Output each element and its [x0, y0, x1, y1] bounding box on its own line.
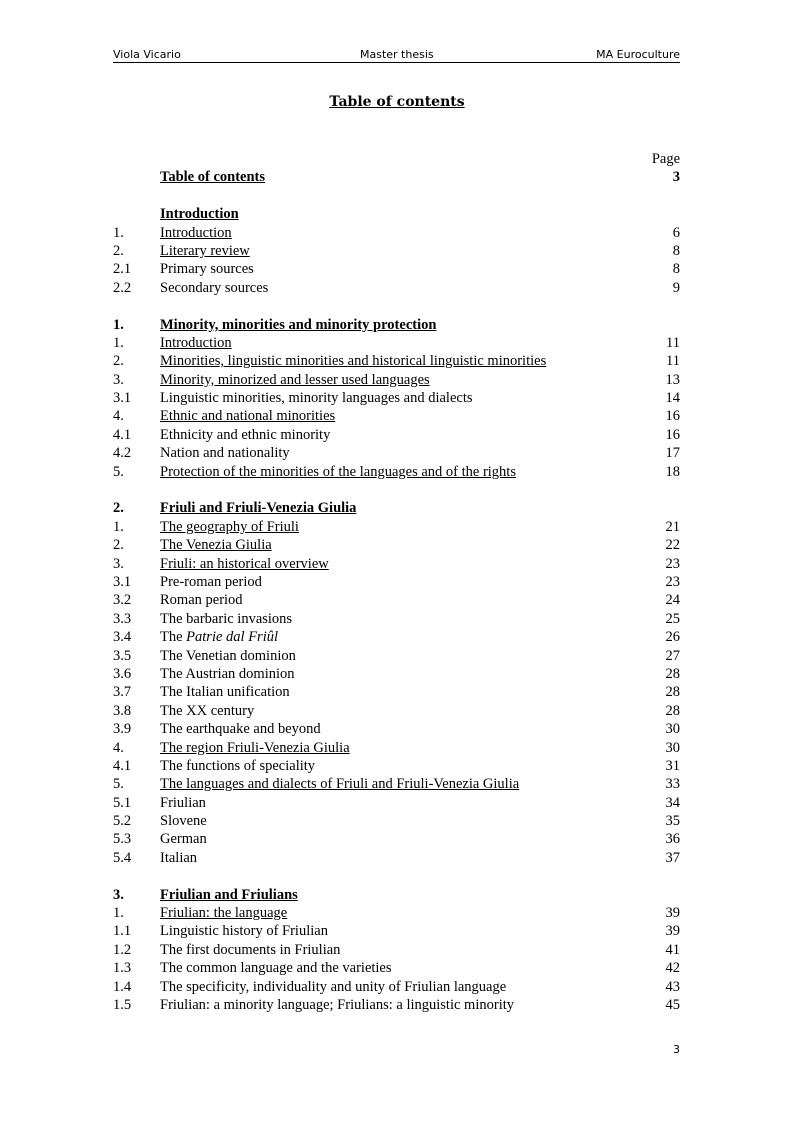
toc-entry[interactable]: [113, 794, 680, 812]
toc-entry-label: The Venetian dominion: [160, 647, 296, 664]
toc-entry[interactable]: [113, 573, 680, 591]
toc-self-page: 3: [672, 169, 680, 186]
toc-entry-number: 4.: [113, 408, 124, 425]
toc-entry-number: 5.4: [113, 849, 132, 866]
toc-entry-number: 5.: [113, 776, 124, 793]
toc-entry-number: 3.3: [113, 610, 132, 627]
toc-entry[interactable]: [113, 628, 680, 646]
toc-entry[interactable]: [113, 830, 680, 848]
toc-entry-page: 11: [666, 353, 680, 370]
toc-entry-page: 11: [666, 334, 680, 351]
toc-entry[interactable]: [113, 224, 680, 242]
toc-entry[interactable]: [113, 922, 680, 940]
toc-entry-label: Protection of the minorities of the languages and of the rights: [160, 463, 516, 480]
toc-entry-page: 13: [665, 371, 680, 388]
toc-entry-number: 1.: [113, 224, 124, 241]
toc-entry-number: 3.9: [113, 721, 132, 738]
toc-entry-page: 27: [665, 647, 680, 664]
toc-entry-label: Nation and nationality: [160, 445, 290, 462]
toc-entry-number: 3.5: [113, 647, 132, 664]
toc-entry[interactable]: [113, 683, 680, 701]
toc-entry-number: 1.1: [113, 923, 132, 940]
page-column-label: Page: [651, 151, 680, 167]
toc-entry-page: 45: [665, 996, 680, 1013]
toc-entry[interactable]: [113, 959, 680, 977]
toc-entry-number: 5.: [113, 463, 124, 480]
toc-entry-page: 23: [665, 573, 680, 590]
toc-entry[interactable]: [113, 352, 680, 370]
toc-entry-number: 3.8: [113, 702, 132, 719]
toc-entry-number: 1.2: [113, 941, 132, 958]
toc-entry-page: 28: [665, 684, 680, 701]
toc-entry-page: 8: [672, 261, 680, 278]
toc-entry[interactable]: [113, 518, 680, 536]
toc-entry-page: 17: [665, 445, 680, 462]
section-heading-number: 1.: [113, 316, 124, 333]
toc-entry[interactable]: [113, 536, 680, 554]
toc-entry[interactable]: [113, 591, 680, 609]
toc-entry-label: Ethnicity and ethnic minority: [160, 426, 331, 443]
toc-entry-page: 14: [665, 390, 680, 407]
header-program: MA Euroculture: [596, 48, 680, 61]
toc-entry-number: 4.1: [113, 757, 132, 774]
toc-entry-page: 21: [665, 518, 680, 535]
toc-entry-number: 3.1: [113, 390, 132, 407]
toc-entry-number: 3.: [113, 371, 124, 388]
toc-entry[interactable]: [113, 260, 680, 278]
toc-self-label: Table of contents: [160, 169, 265, 186]
toc-entry[interactable]: [113, 444, 680, 462]
toc-entry-number: 3.1: [113, 573, 132, 590]
header-document: Master thesis: [360, 48, 434, 61]
toc-entry[interactable]: [113, 904, 680, 922]
section-heading-title: Friulian and Friulians: [160, 886, 298, 903]
toc-entry-label: Ethnic and national minorities: [160, 408, 336, 425]
toc-entry-label: The region Friuli-Venezia Giulia: [160, 739, 350, 756]
toc-entry[interactable]: [113, 941, 680, 959]
toc-entry-page: 24: [665, 592, 680, 609]
toc-entry-number: 2.: [113, 353, 124, 370]
toc-entry-number: 1.5: [113, 996, 132, 1013]
toc-entry-label: Introduction: [160, 334, 232, 351]
section-heading[interactable]: [113, 499, 680, 517]
toc-entry-page: 33: [665, 776, 680, 793]
section-heading-title: Introduction: [160, 206, 239, 223]
toc-entry[interactable]: [113, 426, 680, 444]
toc-entry[interactable]: [113, 849, 680, 867]
toc-entry-page: 30: [665, 721, 680, 738]
toc-entry-number: 1.: [113, 905, 124, 922]
toc-entry-label: The Venezia Giulia: [160, 537, 272, 554]
toc-sections: [113, 187, 680, 1015]
section-spacer: [113, 187, 680, 205]
toc-entry-number: 4.1: [113, 426, 132, 443]
toc-entry-label: The Patrie dal Friûl: [160, 629, 279, 646]
toc-entry-label: The barbaric invasions: [160, 610, 293, 627]
toc-entry-label: Minorities, linguistic minorities and historical linguistic minorities: [160, 353, 547, 370]
section-spacer: [113, 297, 680, 315]
toc-entry-label: Minority, minorized and lesser used languages: [160, 371, 430, 388]
toc-entry-label: Primary sources: [160, 261, 254, 278]
toc-entry[interactable]: [113, 996, 680, 1014]
toc-entry[interactable]: [113, 334, 680, 352]
toc-entry-label: The geography of Friuli: [160, 518, 299, 535]
toc-entry-number: 4.2: [113, 445, 132, 462]
section-heading[interactable]: [113, 886, 680, 904]
toc-entry-number: 3.4: [113, 629, 132, 646]
section-spacer: [113, 867, 680, 885]
toc-entry-page: 34: [665, 794, 680, 811]
toc-entry-page: 36: [665, 831, 680, 848]
toc-entry-page: 39: [665, 923, 680, 940]
toc-entry[interactable]: [113, 463, 680, 481]
toc-entry-number: 3.: [113, 555, 124, 572]
toc-entry[interactable]: [113, 757, 680, 775]
toc-entry-page: 25: [665, 610, 680, 627]
toc-entry-page: 42: [665, 960, 680, 977]
toc-entry-page: 22: [665, 537, 680, 554]
toc-entry-label: Friulian: [160, 794, 206, 811]
toc-entry[interactable]: [113, 978, 680, 996]
toc-entry-label-italic: Patrie dal Friûl: [186, 629, 279, 646]
toc-entry[interactable]: [113, 610, 680, 628]
section-heading-number: 3.: [113, 886, 124, 903]
toc-entry[interactable]: [113, 389, 680, 407]
toc-entry-number: 3.2: [113, 592, 132, 609]
toc-entry-label: The languages and dialects of Friuli and Friuli-Venezia Giulia: [160, 776, 520, 793]
toc-entry-label: The earthquake and beyond: [160, 721, 321, 738]
toc-entry-page: 30: [665, 739, 680, 756]
toc-entry-label: Friuli: an historical overview: [160, 555, 329, 572]
toc-entry-page: 31: [665, 757, 680, 774]
section-heading[interactable]: [113, 205, 680, 223]
toc-entry-page: 35: [665, 813, 680, 830]
toc-entry-page: 16: [665, 426, 680, 443]
footer-page-number: 3: [673, 1043, 680, 1056]
toc-entry-page: 39: [665, 905, 680, 922]
toc-entry[interactable]: [113, 242, 680, 260]
section-heading-title: Minority, minorities and minority protection: [160, 316, 437, 333]
toc-entry-number: 2.2: [113, 279, 132, 296]
toc-entry-label: Pre-roman period: [160, 573, 262, 590]
toc-entry[interactable]: [113, 555, 680, 573]
toc-entry-label: Italian: [160, 849, 198, 866]
section-heading[interactable]: [113, 316, 680, 334]
toc-entry[interactable]: [113, 665, 680, 683]
toc-entry-label: The XX century: [160, 702, 255, 719]
toc-entry-page: 16: [665, 408, 680, 425]
toc-entry-page: 9: [672, 279, 680, 296]
toc-entry-page: 28: [665, 702, 680, 719]
header-author: Viola Vicario: [113, 48, 181, 61]
toc-self-entry[interactable]: [113, 168, 680, 186]
toc-entry-number: 1.: [113, 334, 124, 351]
toc-entry[interactable]: [113, 775, 680, 793]
toc-entry-label: The common language and the varieties: [160, 960, 392, 977]
toc-entry-label: Slovene: [160, 813, 207, 830]
toc-entry[interactable]: [113, 407, 680, 425]
toc-entry-number: 5.2: [113, 813, 132, 830]
toc-entry[interactable]: [113, 720, 680, 738]
section-heading-number: 2.: [113, 500, 124, 517]
toc-entry-number: 2.1: [113, 261, 132, 278]
toc-entry-number: 3.6: [113, 665, 132, 682]
toc-entry-label: Roman period: [160, 592, 243, 609]
toc-entry-number: 5.1: [113, 794, 132, 811]
toc-entry-label: Secondary sources: [160, 279, 269, 296]
toc-entry-label: Linguistic minorities, minority languages and dialects: [160, 390, 473, 407]
toc-entry[interactable]: [113, 371, 680, 389]
toc-entry-page: 43: [665, 978, 680, 995]
toc-entry-label: Friulian: the language: [160, 905, 288, 922]
toc-entry-label: Linguistic history of Friulian: [160, 923, 328, 940]
toc-entry-page: 28: [665, 665, 680, 682]
toc-entry-label: The first documents in Friulian: [160, 941, 341, 958]
toc-entry[interactable]: [113, 279, 680, 297]
section-heading-title: Friuli and Friuli-Venezia Giulia: [160, 500, 357, 517]
page-title: [0, 94, 794, 110]
toc-entry-number: 2.: [113, 242, 124, 259]
toc-entry-number: 1.3: [113, 960, 132, 977]
toc-entry-label: Introduction: [160, 224, 232, 241]
toc-entry-page: 37: [665, 849, 680, 866]
toc-entry-page: 18: [665, 463, 680, 480]
toc-entry-page: 6: [672, 224, 680, 241]
toc-entry-label: Literary review: [160, 242, 250, 259]
toc-entry-label: The Italian unification: [160, 684, 290, 701]
toc-entry-number: 2.: [113, 537, 124, 554]
toc-entry-number: 3.7: [113, 684, 132, 701]
toc-entry-page: 23: [665, 555, 680, 572]
table-of-contents: [113, 150, 680, 1014]
toc-entry-number: 1.4: [113, 978, 132, 995]
toc-entry-label: Friulian: a minority language; Friulians: a linguistic minority: [160, 996, 514, 1013]
toc-entry-page: 41: [665, 941, 680, 958]
toc-entry-page: 8: [672, 242, 680, 259]
toc-entry-number: 1.: [113, 518, 124, 535]
toc-entry[interactable]: [113, 812, 680, 830]
toc-entry-number: 4.: [113, 739, 124, 756]
toc-entry-page: 26: [665, 629, 680, 646]
section-spacer: [113, 481, 680, 499]
toc-entry-number: 5.3: [113, 831, 132, 848]
page-title-text: Table of contents: [329, 94, 465, 110]
toc-entry-label: The specificity, individuality and unity of Friulian language: [160, 978, 507, 995]
toc-entry-label: The Austrian dominion: [160, 665, 295, 682]
toc-entry-label: German: [160, 831, 207, 848]
page-column-label-row: [113, 150, 680, 168]
toc-entry[interactable]: [113, 739, 680, 757]
toc-entry[interactable]: [113, 647, 680, 665]
toc-entry-label: The functions of speciality: [160, 757, 316, 774]
page-header: [113, 48, 680, 63]
toc-entry[interactable]: [113, 702, 680, 720]
